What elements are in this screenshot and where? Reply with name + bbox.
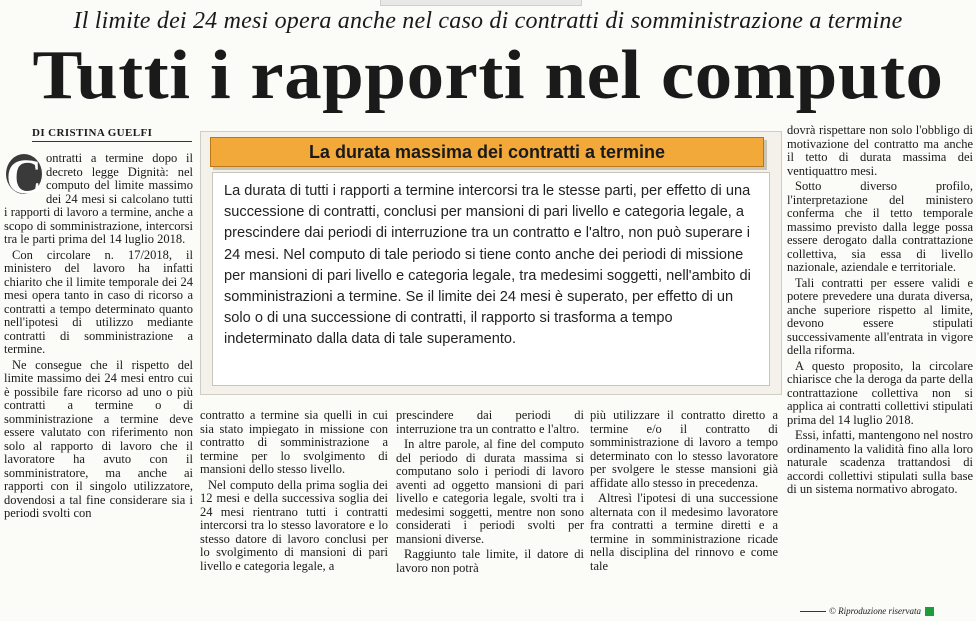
paragraph: Altresì l'ipotesi di una successione alternata con il medesimo lavoratore fra contratti a termine diretti e a termine in somministrazione ricade nella disciplina del rinnovo e come tale [590, 491, 778, 573]
paragraph: Ne consegue che il rispetto del limite massimo dei 24 mesi entro cui è possibile fare ricorso ad uno o più contratti a termine o di somministrazione a termine deve essere valutato con riferimento non solo al rapporto di lavoro che il lavoratore ha avuto con il somministratore, ma anche ai rapporti con il singolo utilizzatore, dovendosi a tal fine considerare sia i periodi svolti con [4, 357, 193, 520]
column-1 [4, 152, 193, 620]
drop-cap: C [6, 152, 43, 204]
copyright-footer [800, 606, 934, 616]
box-inner [212, 172, 770, 386]
column-5 [787, 124, 973, 604]
paragraph: Sotto diverso profilo, l'interpretazione del ministero conferma che il tetto temporale massimo previsto dalla legge possa essere derogato dalla contrattazione collettiva, sia essa di livello nazionale, aziendale e territoriale. [787, 179, 973, 274]
paragraph: Tali contratti per essere validi e potere prevedere una durata diversa, anche superiore rispetto al limite, devono essere stipulati successivamente all'entrata in vigore della riforma. [787, 275, 973, 357]
headline: Tutti i rapporti nel computo [32, 37, 944, 114]
column-2 [200, 409, 388, 621]
sidebar-box [200, 131, 782, 395]
paragraph: In altre parole, al fine del computo del periodo di durata massima si computano solo i periodi di lavoro aventi ad oggetto mansioni di pari livello e categoria legale, svolti tra i medesimi soggetti, mentre non sono considerati i periodi svolti per mansioni diverse. [396, 437, 584, 546]
paragraph: C ontratti a termine dopo il decreto legge Dignità: nel computo del limite massimo dei 24 mesi si calcolano tutti i rapporti di lavoro a termine, anche a scopo di somministrazione, intercorsi tra le parti prima del 14 luglio 2018. [4, 152, 193, 246]
box-body: La durata di tutti i rapporti a termine intercorsi tra le stesse parti, per effetto di una successione di contratti, conclusi per mansioni di pari livello e categoria legale, a prescindere dai periodi di interruzione tra un contratto e l'altro, non può superare i 24 mesi. Nel computo di tale periodo si tiene conto anche dei periodi di missione per mansioni di pari livello e categoria legale, tra medesimi soggetti, nell'ambito di somministrazioni a termine. Se il limite dei 24 mesi è superato, per effetto di un solo o di una successione di contratti, il rapporto si trasforma a tempo indeterminato dalla data di tale superamento. [224, 183, 751, 348]
paragraph: dovrà rispettare non solo l'obbligo di motivazione del contratto ma anche il tetto di durata massima dei ventiquattro mesi. [787, 124, 973, 178]
footer-rule [800, 611, 826, 612]
column-4 [590, 409, 778, 621]
paragraph: contratto a termine sia quelli in cui sia stato impiegato in missione con contratto di somministrazione a termine per lo svolgimento di mansioni dello stesso livello. [200, 409, 388, 476]
paragraph: prescindere dai periodi di interruzione tra un contratto e l'altro. [396, 409, 584, 436]
paragraph: A questo proposito, la circolare chiarisce che la deroga da parte della contrattazione collettiva non si applica ai contratti collettivi stipulati prima del 14 luglio 2018. [787, 358, 973, 427]
top-bar [380, 0, 582, 6]
column-3 [396, 409, 584, 621]
copyright-text: © Riproduzione riservata [829, 606, 921, 616]
kicker: Il limite dei 24 mesi opera anche nel caso di contratti di somministrazione a termine [73, 8, 903, 34]
end-square-icon [925, 607, 934, 616]
paragraph: più utilizzare il contratto diretto a termine e/o il contratto di somministrazione di lavoro a tempo determinato con lo stesso lavoratore per svolgere le stesse mansioni già affidate allo stesso in precedenza. [590, 409, 778, 490]
paragraph: Raggiunto tale limite, il datore di lavoro non potrà [396, 547, 584, 575]
box-title: La durata massima dei contratti a termine [210, 137, 764, 167]
byline: DI CRISTINA GUELFI [32, 127, 192, 142]
paragraph: Essi, infatti, mantengono nel nostro ordinamento la validità fino alla loro naturale scadenza trattandosi di accordi collettivi stipulati sulla base di un sistema normativo abrogato. [787, 428, 973, 496]
paragraph: Nel computo della prima soglia dei 12 mesi e della successiva soglia dei 24 mesi rientrano tutti i contratti intercorsi tra lo stesso lavoratore e lo stesso datore di lavoro conclusi per lo svolgimento di mansioni di pari livello e categoria legale, a [200, 477, 388, 573]
paragraph: Con circolare n. 17/2018, il ministero del lavoro ha infatti chiarito che il limite temporale dei 24 mesi opera tanto in caso di ricorso a contratti a tempo determinato quanto nell'ipotesi di utilizzo mediante contratti di somministrazione a termine. [4, 247, 193, 356]
